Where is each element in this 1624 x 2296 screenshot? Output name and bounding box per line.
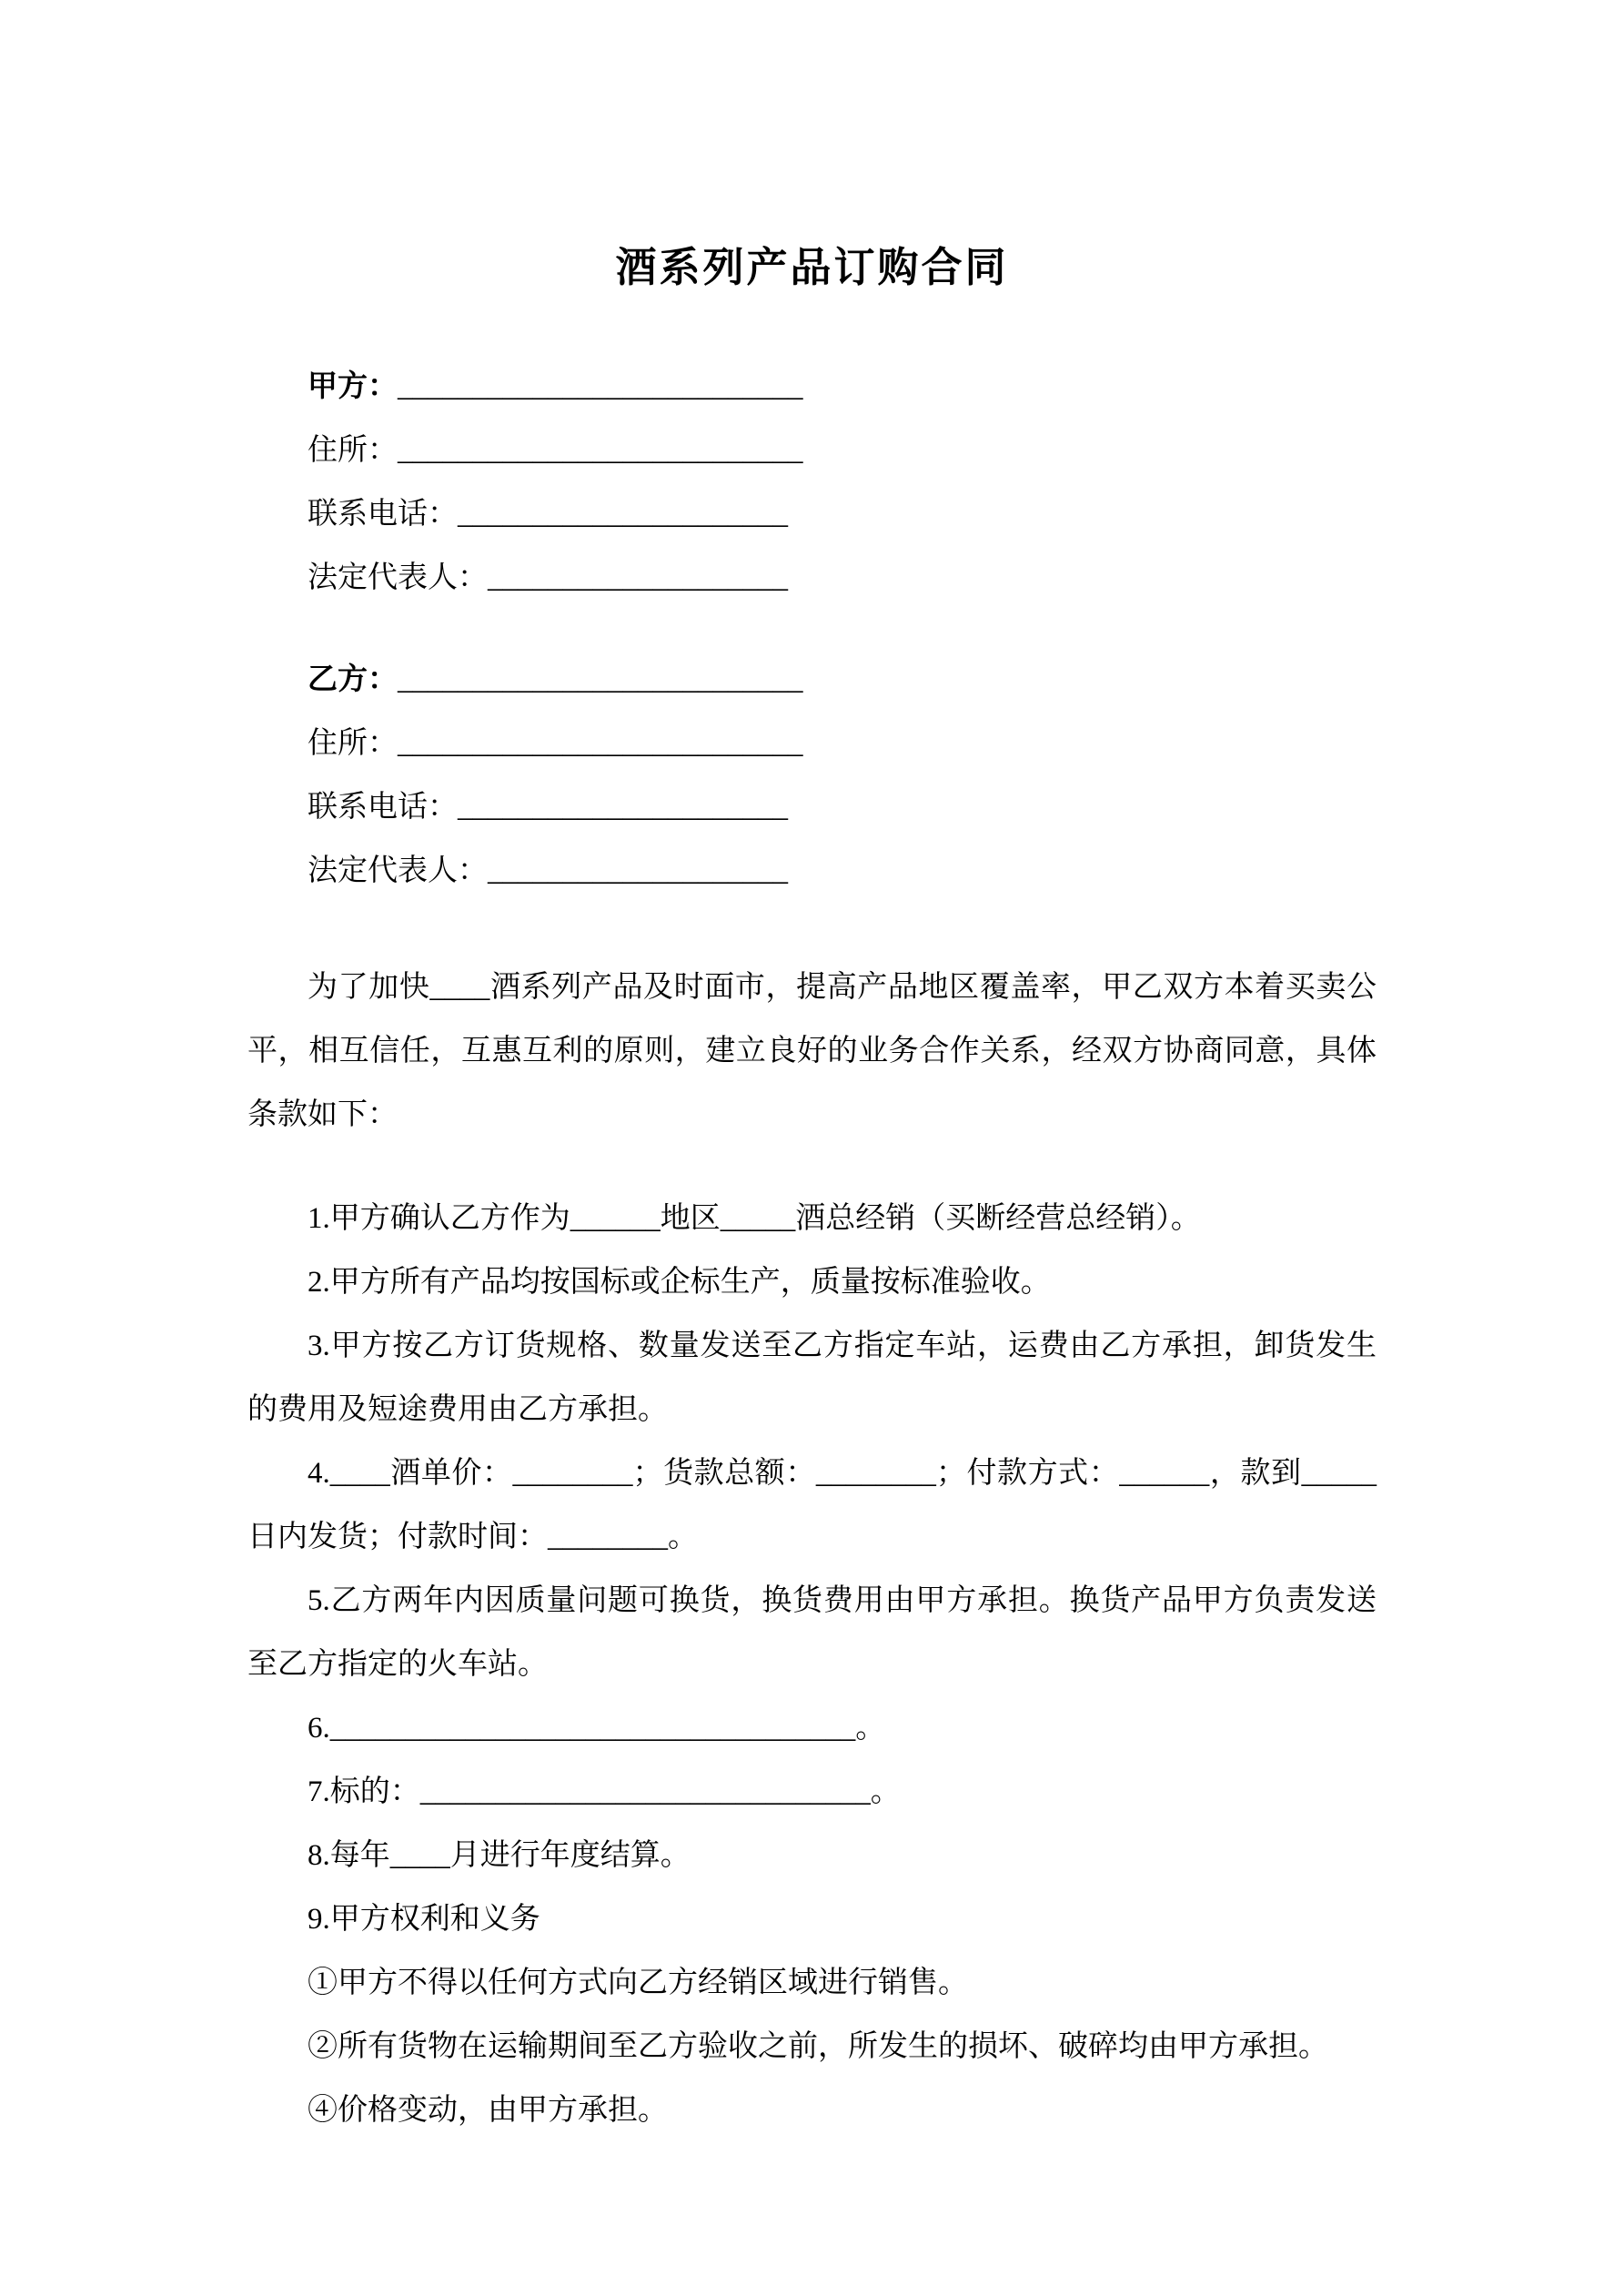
party-b-name-blank[interactable]: ___________________________ xyxy=(398,663,803,696)
party-b-address-blank[interactable]: ___________________________ xyxy=(398,727,803,760)
party-a-address-label: 住所： xyxy=(308,434,398,467)
party-b-legal-rep-label: 法定代表人： xyxy=(308,855,488,887)
party-a-address-blank[interactable]: ___________________________ xyxy=(398,434,803,467)
party-a-phone-label: 联系电话： xyxy=(308,498,458,531)
party-b-phone-row xyxy=(308,775,1377,839)
party-a-phone-blank[interactable]: ______________________ xyxy=(458,498,788,531)
party-b-legal-rep-row xyxy=(308,839,1377,903)
clause-1: 1.甲方确认乙方作为______地区_____酒总经销（买断经营总经销）。 xyxy=(308,1202,1201,1235)
clause-5: 5.乙方两年内因质量问题可换货，换货费用由甲方承担。换货产品甲方负责发送至乙方指定的火车站。 xyxy=(247,1584,1377,1681)
party-b-name-label: 乙方： xyxy=(308,663,398,696)
clause-9: 9.甲方权利和义务 xyxy=(308,1903,540,1936)
party-a-phone-row xyxy=(308,482,1377,546)
document-body xyxy=(0,355,1624,2142)
subclause-4: ④价格变动，由甲方承担。 xyxy=(308,2094,668,2127)
party-a-name-label: 甲方： xyxy=(308,370,398,403)
subclause-2: ②所有货物在运输期间至乙方验收之前，所发生的损坏、破碎均由甲方承担。 xyxy=(308,2030,1328,2063)
intro-paragraph: 为了加快____酒系列产品及时面市，提高产品地区覆盖率，甲乙双方本着买卖公平，相互信任，互惠互利的原则，建立良好的业务合作关系，经双方协商同意，具体条款如下： xyxy=(247,971,1377,1131)
party-a-address-row xyxy=(308,419,1377,482)
party-b-section xyxy=(308,648,1377,903)
party-b-phone-label: 联系电话： xyxy=(308,791,458,824)
party-b-legal-rep-blank[interactable]: ____________________ xyxy=(488,855,788,887)
subclause-1: ①甲方不得以任何方式向乙方经销区域进行销售。 xyxy=(308,1967,968,1999)
party-b-phone-blank[interactable]: ______________________ xyxy=(458,791,788,824)
clause-8: 8.每年____月进行年度结算。 xyxy=(308,1839,691,1872)
party-a-name-blank[interactable]: ___________________________ xyxy=(398,370,803,403)
party-b-address-row xyxy=(308,712,1377,775)
party-a-legal-rep-blank[interactable]: ____________________ xyxy=(488,561,788,594)
clause-6: 6.___________________________________。 xyxy=(308,1712,886,1745)
clause-7: 7.标的：______________________________。 xyxy=(308,1775,901,1808)
clauses-section xyxy=(247,1187,1377,2142)
document-title: 酒系列产品订购合同 xyxy=(615,245,1009,290)
party-a-section xyxy=(308,355,1377,610)
party-a-name-row xyxy=(308,355,1377,419)
party-b-address-label: 住所： xyxy=(308,727,398,760)
party-a-legal-rep-row xyxy=(308,546,1377,610)
clause-2: 2.甲方所有产品均按国标或企标生产，质量按标准验收。 xyxy=(308,1266,1051,1299)
clause-3: 3.甲方按乙方订货规格、数量发送至乙方指定车站，运费由乙方承担，卸货发生的费用及短途费用由乙方承担。 xyxy=(247,1330,1377,1426)
clause-4: 4.____酒单价：________；货款总额：________；付款方式：______，款到_____日内发货；付款时间：________。 xyxy=(247,1457,1377,1553)
party-a-legal-rep-label: 法定代表人： xyxy=(308,561,488,594)
party-b-name-row xyxy=(308,648,1377,712)
